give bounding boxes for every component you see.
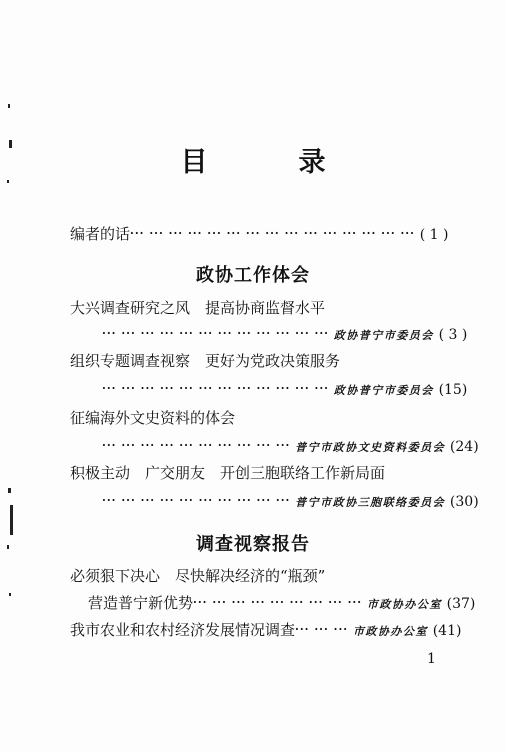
toc-entry[interactable]: [70, 298, 325, 318]
toc-page-ref: ( 1 ): [419, 227, 449, 243]
toc-entry-title: 必须狠下决心 尽快解决经济的“瓶颈”: [70, 567, 326, 585]
toc-entry-title: 大兴调查研究之风 提高协商监督水平: [70, 299, 326, 317]
toc-entry-attribution: [102, 324, 467, 346]
toc-entry-attribution: [102, 491, 479, 513]
toc-entry[interactable]: [70, 408, 235, 428]
toc-source: 市政协办公室: [352, 625, 428, 638]
scan-speck: [7, 180, 9, 183]
toc-entry-attribution: [102, 436, 479, 458]
dot-leader: ··· ··· ··· ··· ··· ··· ··· ··· ··· ···: [102, 439, 291, 452]
toc-entry-attribution: [102, 379, 467, 401]
toc-entry[interactable]: [70, 620, 461, 642]
dot-leader: ··· ··· ··· ··· ··· ··· ··· ··· ··· ··· ··· ··· ··· ··· ···: [130, 227, 415, 240]
toc-entry-title-line2: 营造普宁新优势: [88, 594, 194, 612]
toc-entry-title: 征编海外文史资料的体会: [70, 409, 236, 427]
toc-entry-preface[interactable]: [70, 224, 448, 245]
toc-entry[interactable]: [70, 463, 385, 483]
toc-page-ref: ( 3 ): [438, 327, 468, 343]
toc-entry[interactable]: [70, 351, 340, 371]
toc-entry[interactable]: [70, 566, 325, 586]
toc-source: 政协普宁市委员会: [333, 329, 434, 342]
toc-entry-title: 编者的话: [70, 225, 131, 243]
scan-speck: [9, 593, 11, 596]
toc-entry-title: 我市农业和农村经济发展情况调查: [70, 621, 296, 639]
toc-page-ref: (15): [438, 382, 468, 398]
toc-source: 政协普宁市委员会: [333, 384, 434, 397]
dot-leader: ··· ··· ··· ··· ··· ··· ··· ··· ··· ··· ··· ···: [102, 327, 329, 340]
page-title: 目 录: [180, 147, 358, 178]
dot-leader: ··· ··· ··· ··· ··· ··· ··· ··· ··· ··· ··· ···: [102, 382, 329, 395]
scan-speck: [8, 104, 10, 108]
toc-page-ref: (30): [449, 494, 479, 510]
toc-page-ref: (41): [432, 623, 462, 639]
toc-entry-continuation: [88, 593, 475, 615]
toc-source: 普宁市政协文史资料委员会: [295, 441, 446, 454]
dot-leader: ··· ··· ···: [295, 623, 349, 636]
toc-source: 市政协办公室: [366, 598, 442, 611]
dot-leader: ··· ··· ··· ··· ··· ··· ··· ··· ··· ···: [102, 494, 291, 507]
toc-source: 普宁市政协三胞联络委员会: [295, 496, 446, 509]
scan-speck: [8, 488, 11, 493]
page-number: 1: [427, 651, 436, 667]
toc-page-ref: (37): [446, 596, 476, 612]
toc-page-ref: (24): [449, 439, 479, 455]
section-heading: 调查视察报告: [196, 534, 310, 555]
toc-entry-title: 积极主动 广交朋友 开创三胞联络工作新局面: [70, 464, 386, 482]
section-heading: 政协工作体会: [196, 265, 310, 286]
dot-leader: ··· ··· ··· ··· ··· ··· ··· ··· ···: [193, 596, 363, 609]
toc-entry-title: 组织专题调查视察 更好为党政决策服务: [70, 352, 341, 370]
